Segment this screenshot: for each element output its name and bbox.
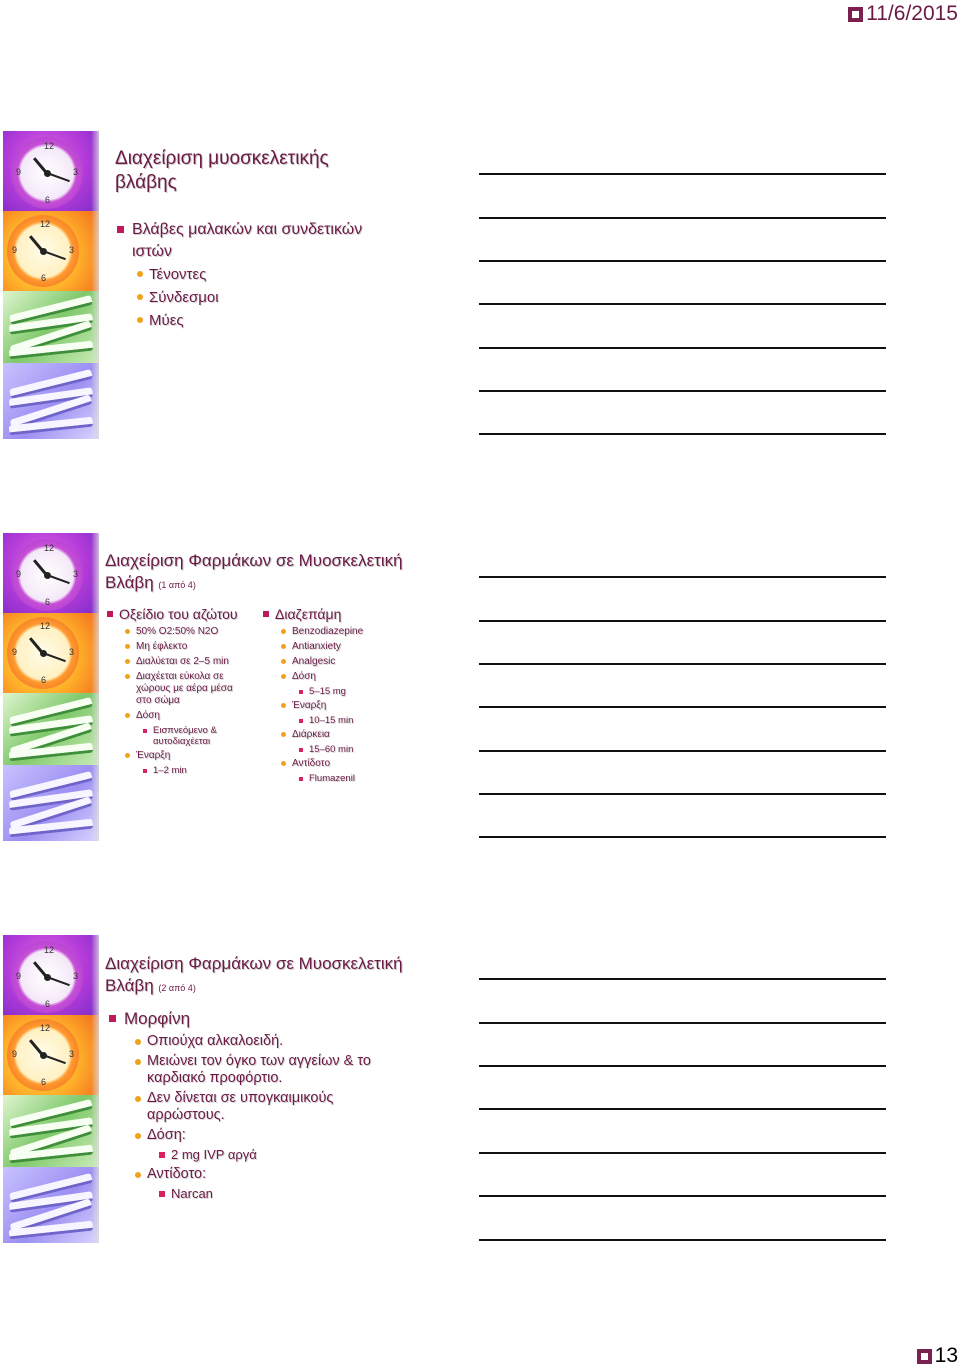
round-bullet-icon [135,1172,141,1178]
list-item: 1–2 min [143,765,247,776]
round-bullet-icon [281,732,286,737]
list-item: Narcan [159,1186,399,1202]
small-square-bullet-icon [299,690,303,694]
square-bullet-icon [848,7,863,22]
list-item: Αντίδοτο [281,758,403,770]
round-bullet-icon [125,674,130,679]
list-item: Analgesic [281,656,403,668]
list-item: Μειώνει τον όγκο των αγγείων & το καρδιακό προφόρτιο. [135,1053,399,1087]
list-item: Μύες [137,309,367,332]
round-bullet-icon [281,703,286,708]
square-bullet-icon [917,1349,932,1364]
decorative-image-strip [3,131,99,439]
list-item: Μορφίνη [109,1008,399,1030]
list-item: Οξείδιο του αζώτου [107,606,247,623]
diazepam-column [263,606,403,784]
date-text: 11/6/2015 [866,2,958,25]
nitrous-oxide-column [107,606,247,776]
round-bullet-icon [135,1133,141,1139]
bullet-list [117,219,367,332]
list-item: 5–15 mg [299,686,403,697]
clock-icon: 12 3 6 9 [11,539,83,611]
list-item: Δεν δίνεται σε υπογκαιμικούς αρρώστους. [135,1090,399,1124]
purple-books-image [3,765,99,841]
round-bullet-icon [135,1039,141,1045]
round-bullet-icon [135,1096,141,1102]
list-item: Βλάβες μαλακών και συνδετικών ιστών [117,219,367,263]
round-bullet-icon [125,713,130,718]
round-bullet-icon [281,629,286,634]
purple-clock-image [3,131,99,211]
list-item: 15–60 min [299,744,403,755]
small-square-bullet-icon [299,719,303,723]
round-bullet-icon [125,659,130,664]
list-item: Benzodiazepine [281,626,403,638]
slide-part-label: (2 από 4) [158,983,196,993]
list-item: Δόση [281,671,403,683]
round-bullet-icon [125,644,130,649]
small-square-bullet-icon [159,1152,165,1158]
page-number [917,1344,958,1368]
clock-icon: 12 3 6 9 [7,617,79,689]
round-bullet-icon [137,271,143,277]
list-item: Διάρκεια [281,729,403,741]
list-item: Δόση: [135,1127,399,1144]
small-square-bullet-icon [299,777,303,781]
list-item: Τένοντες [137,263,367,286]
round-bullet-icon [137,317,143,323]
clock-icon: 12 3 6 9 [7,215,79,287]
list-item: Δόση [125,710,247,722]
green-books-image [3,1095,99,1167]
orange-clock-image [3,1015,99,1095]
list-item: Έναρξη [125,750,247,762]
list-item: Antianxiety [281,641,403,653]
slide-2 [3,533,473,841]
slide-part-label: (1 από 4) [158,580,196,590]
clock-icon: 12 3 6 9 [11,137,83,209]
list-item: Flumazenil [299,773,403,784]
round-bullet-icon [125,629,130,634]
small-square-bullet-icon [143,729,147,733]
slide-title: Διαχείριση μυοσκελετικής βλάβης [115,148,329,193]
slide-3 [3,935,473,1243]
round-bullet-icon [135,1059,141,1065]
square-bullet-icon [117,226,124,233]
green-books-image [3,291,99,363]
morphine-list [109,1008,399,1202]
green-books-image [3,693,99,765]
slide-1 [3,131,473,439]
list-item: Διαχέεται εύκολα σε χώρους με αέρα μέσα στο σώμα [125,671,247,707]
purple-books-image [3,1167,99,1243]
small-square-bullet-icon [299,748,303,752]
orange-clock-image [3,211,99,291]
round-bullet-icon [281,659,286,664]
purple-clock-image [3,533,99,613]
square-bullet-icon [263,611,269,617]
header-date [848,2,958,26]
list-item: Διαζεπάμη [263,606,403,623]
orange-clock-image [3,613,99,693]
list-item: 10–15 min [299,715,403,726]
round-bullet-icon [281,674,286,679]
slide-title: Διαχείριση Φαρμάκων σε Μυοσκελετική Βλάβη (2 από 4) [105,954,403,995]
square-bullet-icon [107,611,113,617]
list-item: 2 mg IVP αργά [159,1147,399,1163]
small-square-bullet-icon [143,769,147,773]
list-item: Αντίδοτο: [135,1166,399,1183]
page-number-text: 13 [934,1344,958,1367]
decorative-image-strip [3,533,99,841]
list-item: Σύνδεσμοι [137,286,367,309]
square-bullet-icon [109,1015,116,1022]
clock-icon: 12 3 6 9 [7,1019,79,1091]
purple-books-image [3,363,99,439]
round-bullet-icon [125,753,130,758]
purple-clock-image [3,935,99,1015]
list-item: 50% O2:50% N2O [125,626,247,638]
small-square-bullet-icon [159,1191,165,1197]
decorative-image-strip [3,935,99,1243]
list-item: Διαλύεται σε 2–5 min [125,656,247,668]
list-item: Εισπνεόμενο & αυτοδιαχέεται [143,725,247,747]
round-bullet-icon [281,761,286,766]
clock-icon: 12 3 6 9 [11,941,83,1013]
list-item: Έναρξη [281,700,403,712]
list-item: Μη έφλεκτο [125,641,247,653]
round-bullet-icon [137,294,143,300]
list-item: Οπιούχα αλκαλοειδή. [135,1033,399,1050]
round-bullet-icon [281,644,286,649]
slide-title: Διαχείριση Φαρμάκων σε Μυοσκελετική Βλάβη (1 από 4) [105,551,403,592]
